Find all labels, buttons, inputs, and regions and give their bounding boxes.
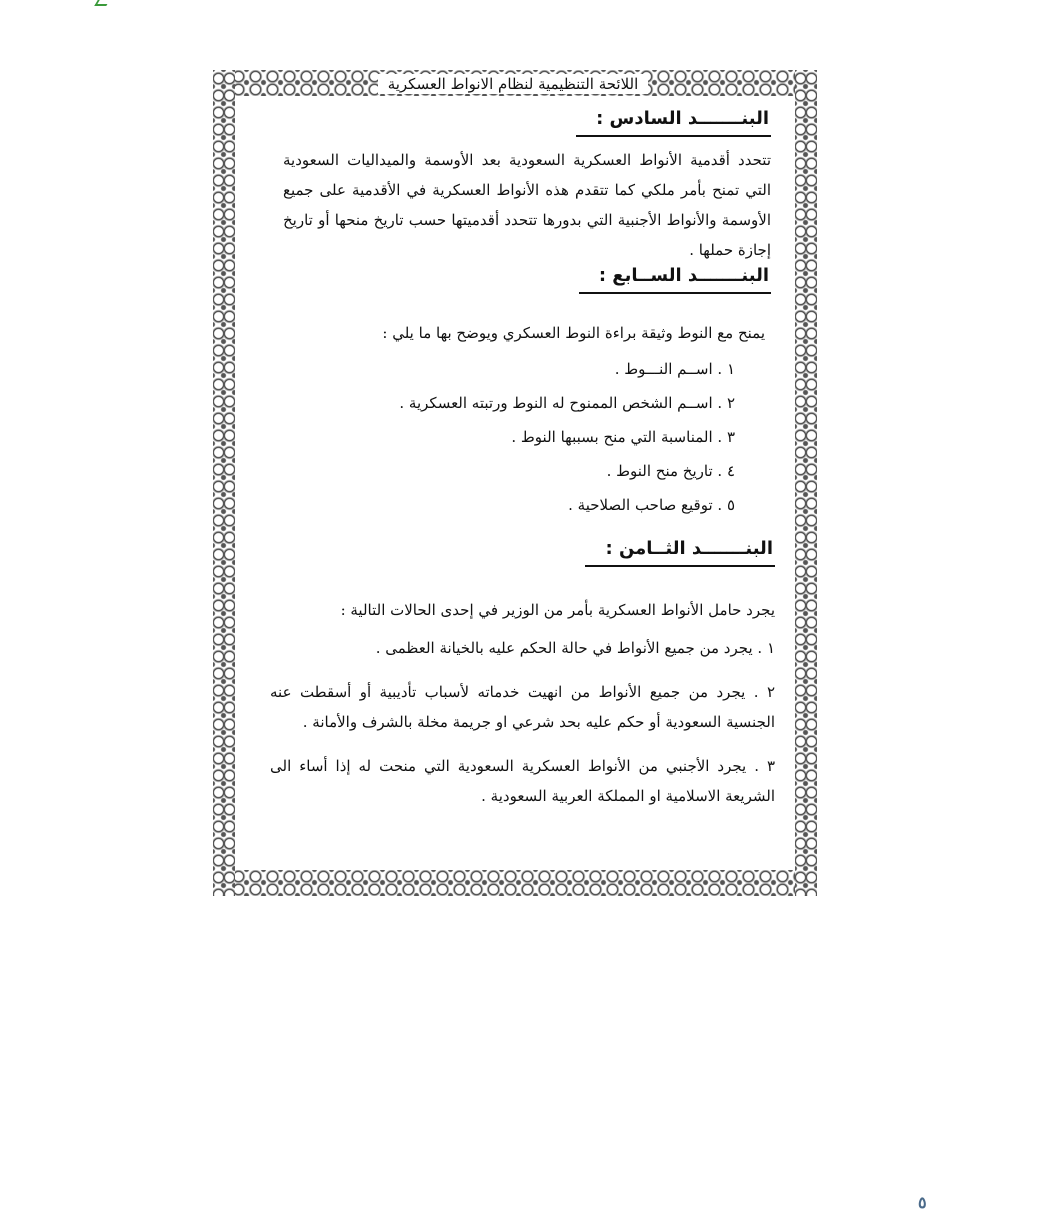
ornamental-frame: [213, 70, 817, 896]
frame-border-left: [213, 70, 235, 896]
section-eight-list: [270, 633, 775, 825]
list-item: ١ . يجرد من جميع الأنواط في حالة الحكم عليه بالخيانة العظمى .: [375, 639, 775, 657]
list-item: ١ . اســم النـــوط .: [614, 360, 735, 378]
running-header: اللائحة التنظيمية لنظام الانواط العسكرية: [378, 74, 648, 94]
frame-border-bottom: [213, 870, 817, 896]
frame-border-right: [795, 70, 817, 896]
section-seven-heading: البنـــــــد الســابع :: [579, 263, 771, 294]
corner-mark: [94, 0, 109, 6]
section-seven-list: [295, 352, 735, 522]
section-seven-intro: يمنح مع النوط وثيقة براءة النوط العسكري ويوضح بها ما يلي :: [382, 324, 765, 342]
list-item: ٢ . اســم الشخص الممنوح له النوط ورتبته العسكرية .: [399, 394, 735, 412]
list-item: ٥ . توقيع صاحب الصلاحية .: [568, 496, 735, 514]
section-eight-heading: البنـــــــد الثــامن :: [585, 536, 775, 567]
page-number: ٥: [918, 1193, 927, 1212]
section-six-text: تتحدد أقدمية الأنواط العسكرية السعودية بعد الأوسمة والميداليات السعودية التي تمنح بأمر ملكي كما تتقدم هذه الأنواط العسكرية في الأقدمية على جميع الأوسمة والأنواط الأجنبية التي بدورها تتحدد أقدميتها حسب تاريخ منحها أو تاريخ إجازة حملها .: [283, 151, 771, 259]
list-item: ٤ . تاريخ منح النوط .: [606, 462, 735, 480]
section-six-heading: البنـــــــد السادس :: [576, 106, 771, 137]
list-item: ٣ . المناسبة التي منح بسببها النوط .: [511, 428, 735, 446]
list-item: ٢ . يجرد من جميع الأنواط من انهيت خدماته لأسباب تأديبية أو أسقطت عنه الجنسية السعودية أو حكم عليه بحد شرعي او جريمة مخلة بالشرف والأمانة .: [270, 683, 775, 731]
list-item: ٣ . يجرد الأجنبي من الأنواط العسكرية السعودية التي منحت له إذا أساء الى الشريعة الاسلامية او المملكة العربية السعودية .: [270, 757, 775, 805]
section-eight-intro: يجرد حامل الأنواط العسكرية بأمر من الوزير في إحدى الحالات التالية :: [340, 601, 775, 619]
